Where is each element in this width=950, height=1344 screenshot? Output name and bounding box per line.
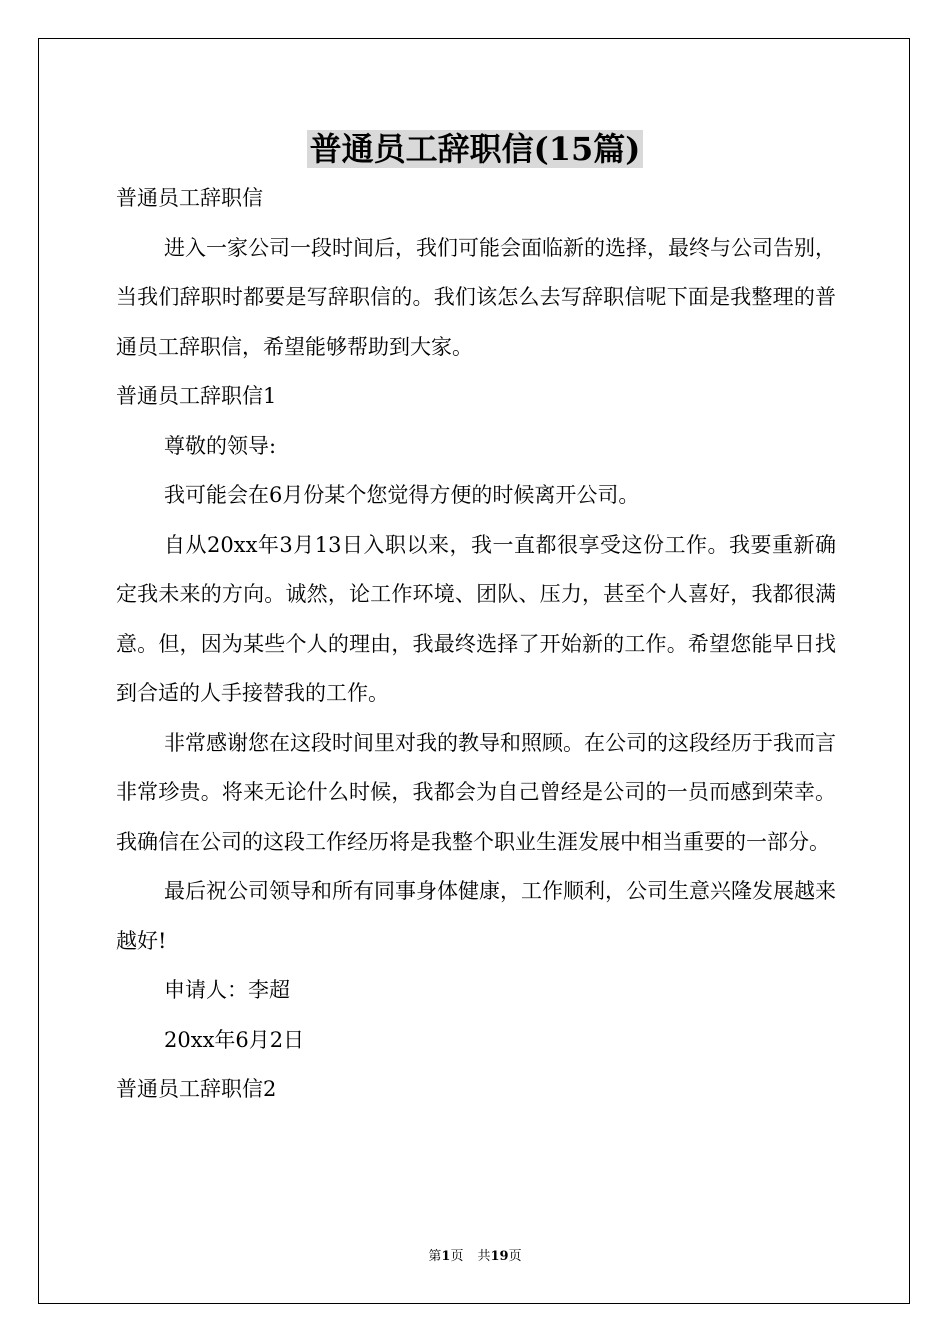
page-footer <box>0 1247 950 1267</box>
body-paragraph: 最后祝公司领导和所有同事身体健康，工作顺利，公司生意兴隆发展越来越好! <box>116 879 836 953</box>
body-paragraph: 进入一家公司一段时间后，我们可能会面临新的选择，最终与公司告别，当我们辞职时都要是写辞职信的。我们该怎么去写辞职信呢下面是我整理的普通员工辞职信，希望能够帮助到大家。 <box>116 235 836 359</box>
footer-total-pages: 19 <box>490 1249 509 1264</box>
body-paragraph: 自从20xx年3月13日入职以来，我一直都很享受这份工作。我要重新确定我未来的方向。诚然，论工作环境、团队、压力，甚至个人喜好，我都很满意。但，因为某些个人的理由，我最终选择了开始新的工作。希望您能早日找到合适的人手接替我的工作。 <box>116 532 836 705</box>
section-heading: 普通员工辞职信 <box>116 186 263 210</box>
body-paragraph: 申请人：李超 <box>164 978 290 1002</box>
footer-total-suffix: 页 <box>508 1249 522 1264</box>
document-title-text: 普通员工辞职信(15篇) <box>307 130 644 168</box>
document-body <box>116 174 836 1115</box>
document-title <box>0 126 950 172</box>
footer-total-prefix: 共 <box>477 1249 491 1264</box>
body-paragraph: 非常感谢您在这段时间里对我的教导和照顾。在公司的这段经历于我而言非常珍贵。将来无论什么时候，我都会为自己曾经是公司的一员而感到荣幸。我确信在公司的这段工作经历将是我整个职业生涯发展中相当重要的一部分。 <box>116 730 836 854</box>
footer-page-prefix: 第 <box>428 1249 442 1264</box>
section-heading: 普通员工辞职信1 <box>116 384 277 408</box>
footer-page-suffix: 页 <box>450 1249 464 1264</box>
body-paragraph: 尊敬的领导: <box>164 433 277 458</box>
section-heading: 普通员工辞职信2 <box>116 1077 277 1101</box>
footer-page-number: 1 <box>441 1249 451 1264</box>
body-paragraph: 20xx年6月2日 <box>164 1027 305 1052</box>
body-paragraph: 我可能会在6月份某个您觉得方便的时候离开公司。 <box>164 483 640 507</box>
